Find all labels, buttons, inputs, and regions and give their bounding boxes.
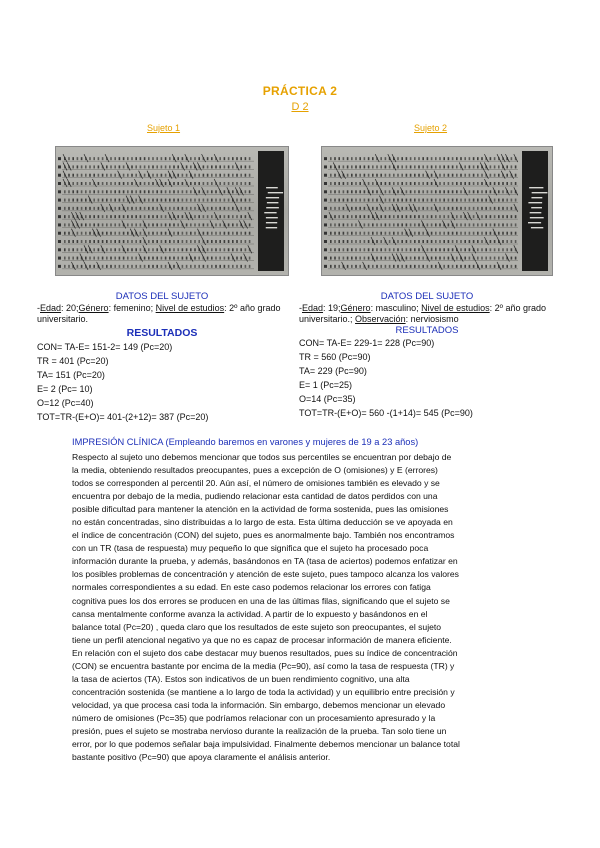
subject-2-test-scan xyxy=(321,146,553,276)
paragraph-line: no están concentradas, sino distribuidas a lo largo de esta. Esta última deducción se ve apoyada en xyxy=(72,517,453,528)
subject-2-info: -Edad: 19;Género: masculino; Nivel de estudios: 2º año grado universitario.; Observación: nerviosismo xyxy=(299,303,547,324)
paragraph-line: En relación con el sujeto dos cabe destacar muy buenos resultados, pues su índice de concentración xyxy=(72,647,458,658)
edad-value: : 19; xyxy=(323,303,341,313)
paragraph-line: concentración sostenida (se mantiene a lo largo de toda la actividad) y un equilibrio entre precisión y xyxy=(72,686,455,697)
subject-1-test-scan xyxy=(55,146,289,276)
genero-value: : femenino; xyxy=(108,303,154,313)
paragraph-line: Respecto al sujeto uno debemos mencionar que todos sus percentiles se encuentran por debajo de xyxy=(72,452,452,462)
genero-label: Género xyxy=(78,303,109,313)
genero-label: Género xyxy=(340,303,371,313)
observacion-label: Observación xyxy=(355,314,406,324)
edad-label: Edad xyxy=(302,303,324,313)
nivel-value: : 2º año grado universitario.; xyxy=(299,303,547,324)
result-row: O=12 (Pc=40) xyxy=(37,398,94,408)
result-row: E= 1 (Pc=25) xyxy=(299,380,353,390)
edad-label: Edad xyxy=(40,303,62,313)
result-row: TR = 560 (Pc=90) xyxy=(299,352,371,362)
paragraph-line: bastante positivo (Pc=90) que apoya claramente el análisis anterior. xyxy=(72,752,331,763)
subject-2-label[interactable]: Sujeto 2 xyxy=(414,123,448,133)
genero-value: : masculino; xyxy=(370,303,419,313)
paragraph-line: tiene un perfil atencional negativo ya que no es capaz de procesar información de manera eficiente. xyxy=(72,634,452,645)
nivel-value: : 2º año grado universitario. xyxy=(37,303,281,324)
result-row: E= 2 (Pc= 10) xyxy=(37,384,93,394)
result-row: TA= 151 (Pc=20) xyxy=(37,370,105,380)
paragraph-line: encuentra por debajo de la media, pudiendo relacionar esta cantidad de datos perdidos con una xyxy=(72,491,438,502)
result-row: TR = 401 (Pc=20) xyxy=(37,356,109,366)
subject-2-resultados-title: RESULTADOS xyxy=(395,325,459,336)
page-title: PRÁCTICA 2 xyxy=(262,84,338,98)
paragraph-line: el índice de concentración (CON) del sujeto, pues es anormalmente bajo. También nos encontramos xyxy=(72,530,455,541)
nivel-label: Nivel de estudios xyxy=(421,303,490,313)
result-row: TOT=TR-(E+O)= 401-(2+12)= 387 (Pc=20) xyxy=(37,412,209,422)
paragraph-line: número de omisiones (Pc=35) que podríamos relacionar con un procesamiento apresurado y la xyxy=(72,712,436,723)
result-row: O=14 (Pc=35) xyxy=(299,394,356,404)
paragraph-line: posible dificultad para mantener la atención en la actividad de forma sostenida, pues las omisiones xyxy=(72,504,449,515)
subject-1-data xyxy=(37,291,287,426)
paragraph-line: cognitiva pues los dos errores se producen en una de las últimas filas, significando que el sujeto se xyxy=(72,595,450,606)
subject-2-datos-title: DATOS DEL SUJETO xyxy=(380,291,474,302)
clinical-impression-body xyxy=(72,451,534,764)
edad-value: : 20; xyxy=(61,303,79,313)
nivel-label: Nivel de estudios xyxy=(155,303,225,313)
observacion-value: : nerviosismo xyxy=(405,314,459,324)
paragraph-line: balance total (Pc=20) , queda claro que los resultados de este sujeto son preocupantes, el sujeto xyxy=(72,621,442,632)
paragraph-line: con un TR (tasa de respuesta) muy pequeño lo que significa que el sujeto ha procesado poca xyxy=(72,543,429,554)
paragraph-line: la tasa de aciertos (TA). Estos son indicativos de un buen rendimiento cognitivo, una alta xyxy=(72,673,410,684)
paragraph-line: información durante la prueba, y además, basándonos en TA (tasa de aciertos) podemos enfatizar en xyxy=(72,556,458,567)
paragraph-line: los posibles problemas de concentración y atención de este sujeto, pues tampoco alcanza los valores xyxy=(72,569,459,580)
subject-2-data xyxy=(299,291,555,422)
paragraph-line: presión, pues el sujeto se mostraba nervioso durante la realización de la prueba. Tan solo tiene un xyxy=(72,725,447,736)
page-subtitle[interactable]: D 2 xyxy=(291,101,309,113)
paragraph-line: error, por lo que podemos señalar baja impulsividad. Finalmente debemos mencionar un balance total xyxy=(72,739,460,750)
paragraph-line: cansa mentalmente conforme avanza la actividad. A partir de lo expuesto y basándonos en el xyxy=(72,608,428,619)
paragraph-line: (CON) se encuentra bastante por encima de la media (Pc=90), así como la tasa de respuesta (TR) y xyxy=(72,660,455,671)
clinical-impression-title: IMPRESIÓN CLÍNICA (Empleando baremos en varones y mujeres de 19 a 23 años) xyxy=(72,437,419,447)
result-row: CON= TA-E= 229-1= 228 (Pc=90) xyxy=(299,338,435,348)
paragraph-line: todos se corresponden al percentil 20. Aún así, el número de omisiones también es elevado y se xyxy=(72,478,440,489)
subject-1-datos-title: DATOS DEL SUJETO xyxy=(115,291,209,302)
paragraph-line: velocidad, ya que procesa casi toda la información. Sin embargo, debemos mencionar un elevado xyxy=(72,699,446,710)
subject-1-label[interactable]: Sujeto 1 xyxy=(147,123,181,133)
subject-1-info: -Edad: 20;Género: femenino; Nivel de estudios: 2º año grado universitario. xyxy=(37,303,281,324)
paragraph-line: la media, obteniendo resultados preocupantes, pues a excepción de O (omisiones) y E (errores) xyxy=(72,465,438,476)
result-row: TA= 229 (Pc=90) xyxy=(299,366,367,376)
paragraph-line: normales correspondientes a su edad. En este caso podemos relacionar los errores con fatiga xyxy=(72,582,431,593)
subject-1-resultados-title: RESULTADOS xyxy=(126,327,198,339)
result-row: TOT=TR-(E+O)= 560 -(1+14)= 545 (Pc=90) xyxy=(299,408,473,418)
result-row: CON= TA-E= 151-2= 149 (Pc=20) xyxy=(37,342,173,352)
